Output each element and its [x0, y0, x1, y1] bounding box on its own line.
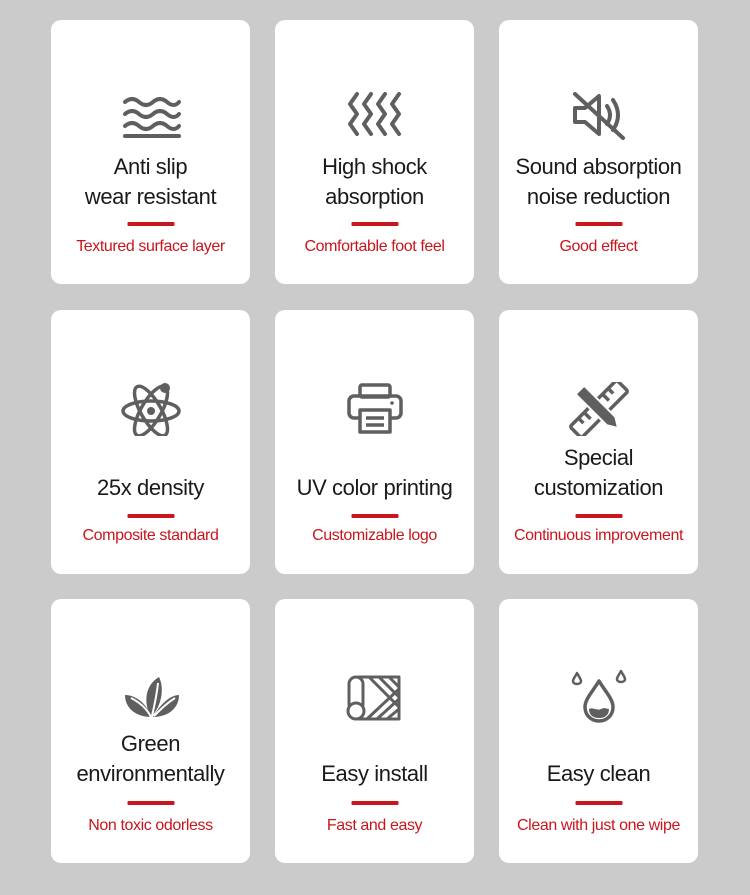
feature-card-sound-absorption	[499, 20, 698, 284]
feature-card-anti-slip	[51, 20, 250, 284]
feature-title: Special customization	[533, 445, 664, 500]
feature-card-uv-printing	[275, 310, 474, 574]
mute-speaker-icon	[569, 90, 629, 144]
feature-subtitle: Textured surface layer	[76, 238, 225, 255]
accent-divider	[575, 514, 622, 518]
floor-roll-icon	[345, 671, 405, 725]
shock-waves-icon	[345, 90, 405, 144]
accent-divider	[575, 801, 622, 805]
accent-divider	[127, 801, 174, 805]
printer-icon	[345, 382, 405, 436]
feature-card-easy-install	[275, 599, 474, 863]
feature-subtitle: Clean with just one wipe	[517, 817, 680, 834]
accent-divider	[351, 222, 398, 226]
feature-card-green	[51, 599, 250, 863]
leaves-icon	[121, 673, 181, 727]
feature-title: Easy clean	[546, 761, 651, 786]
accent-divider	[351, 514, 398, 518]
feature-subtitle: Customizable logo	[312, 527, 437, 544]
feature-card-customization	[499, 310, 698, 574]
feature-subtitle: Comfortable foot feel	[304, 238, 445, 255]
accent-divider	[575, 222, 622, 226]
feature-subtitle: Continuous improvement	[513, 527, 684, 544]
feature-card-shock-absorption	[275, 20, 474, 284]
feature-subtitle: Composite standard	[82, 527, 219, 544]
feature-title: Sound absorption noise reduction	[515, 154, 682, 209]
feature-title: 25x density	[97, 475, 204, 500]
accent-divider	[127, 514, 174, 518]
feature-subtitle: Non toxic odorless	[88, 817, 213, 834]
feature-title: High shock absorption	[322, 154, 427, 209]
feature-card-easy-clean	[499, 599, 698, 863]
feature-subtitle: Good effect	[559, 238, 638, 255]
feature-title: UV color printing	[296, 475, 453, 500]
accent-divider	[127, 222, 174, 226]
feature-title: Easy install	[321, 761, 428, 786]
feature-title: Green environmentally	[76, 731, 225, 786]
pencil-ruler-icon	[569, 382, 629, 436]
feature-title: Anti slip wear resistant	[84, 154, 217, 209]
accent-divider	[351, 801, 398, 805]
feature-card-density	[51, 310, 250, 574]
atom-icon	[121, 382, 181, 436]
waves-icon	[121, 96, 181, 150]
water-drop-icon	[569, 669, 629, 723]
feature-subtitle: Fast and easy	[326, 817, 423, 834]
